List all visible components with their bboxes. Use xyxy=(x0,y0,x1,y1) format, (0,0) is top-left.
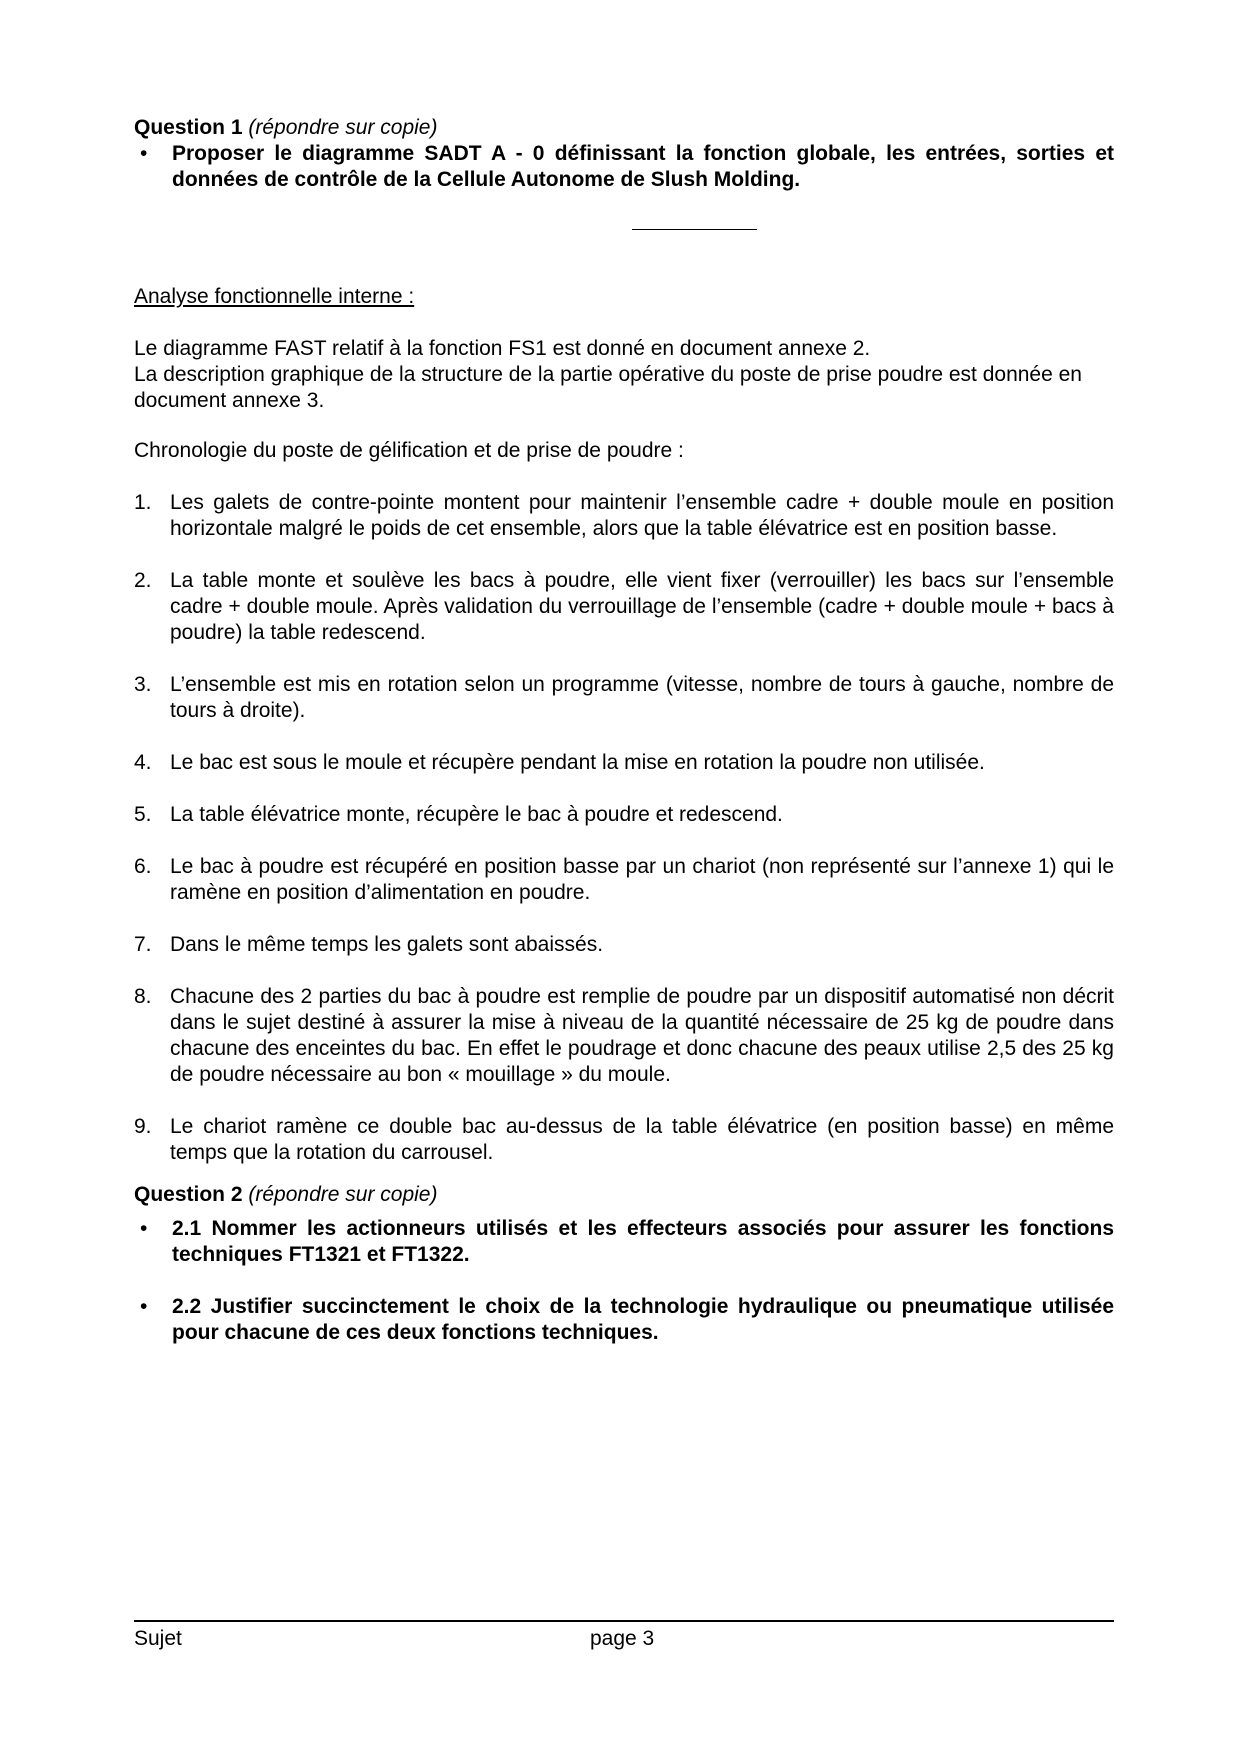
step-text: Le chariot ramène ce double bac au-dessus de la table élévatrice (en position basse) en même temps que la rotation du carrousel. xyxy=(170,1115,1114,1164)
intro-line-1: Le diagramme FAST relatif à la fonction FS1 est donné en document annexe 2. xyxy=(134,337,871,360)
chronology-title: Chronologie du poste de gélification et de prise de poudre : xyxy=(134,439,684,462)
list-item xyxy=(134,490,1114,542)
question-2-label: Question 2 xyxy=(134,1183,243,1206)
bullet-icon: • xyxy=(140,1217,148,1240)
page-number: page 3 xyxy=(590,1627,655,1650)
step-number: 8. xyxy=(134,985,152,1008)
question-1-note: (répondre sur copie) xyxy=(248,116,438,139)
step-number: 9. xyxy=(134,1115,152,1138)
separator-line xyxy=(632,187,757,230)
step-number: 3. xyxy=(134,673,152,696)
question-2-2-text: 2.2 Justifier succinctement le choix de la technologie hydraulique ou pneumatique utilisée pour chacune de ces deux fonctions techniques. xyxy=(172,1295,1114,1344)
question-2-1-text: 2.1 Nommer les actionneurs utilisés et les effecteurs associés pour assurer les fonctions techniques FT1321 et FT1322. xyxy=(172,1217,1114,1266)
step-number: 2. xyxy=(134,569,152,592)
question-2-bullet xyxy=(134,1216,1114,1268)
question-2-heading xyxy=(134,1182,1114,1208)
question-2-list xyxy=(134,1216,1114,1346)
list-item xyxy=(134,1114,1114,1166)
footer-subject: Sujet xyxy=(134,1627,182,1650)
chronology-list xyxy=(134,490,1114,1166)
step-number: 5. xyxy=(134,803,152,826)
step-text: Chacune des 2 parties du bac à poudre est remplie de poudre par un dispositif automatisé non décrit dans le sujet destiné à assurer la mise à niveau de la quantité nécessaire de 25 kg de poudre dans chacune des enceintes du bac. En effet le poudrage et donc chacune des peaux utilise 2,5 des 25 kg de poudre nécessaire au bon « mouillage » du moule. xyxy=(170,985,1114,1086)
section-title: Analyse fonctionnelle interne : xyxy=(134,285,415,308)
list-item xyxy=(134,932,1114,958)
step-number: 6. xyxy=(134,855,152,878)
step-text: Dans le même temps les galets sont abaissés. xyxy=(170,933,604,956)
list-item xyxy=(134,672,1114,724)
step-text: Le bac à poudre est récupéré en position basse par un chariot (non représenté sur l’annexe 1) qui le ramène en position d’alimentation en poudre. xyxy=(170,855,1114,904)
step-number: 7. xyxy=(134,933,152,956)
question-1-label: Question 1 xyxy=(134,116,243,139)
question-1-heading xyxy=(134,115,1114,141)
step-text: Le bac est sous le moule et récupère pendant la mise en rotation la poudre non utilisée. xyxy=(170,751,985,774)
bullet-icon: • xyxy=(140,1295,148,1318)
step-text: Les galets de contre-pointe montent pour maintenir l’ensemble cadre + double moule en position horizontale malgré le poids de cet ensemble, alors que la table élévatrice est en position basse. xyxy=(170,491,1114,540)
page-footer xyxy=(134,1620,1114,1656)
intro-line-2: La description graphique de la structure de la partie opérative du poste de prise poudre est donnée en document annexe 3. xyxy=(134,363,1082,412)
document-page xyxy=(134,115,1114,1372)
step-number: 4. xyxy=(134,751,152,774)
list-item xyxy=(134,750,1114,776)
question-1-bullet xyxy=(134,141,1114,193)
question-1-list xyxy=(134,141,1114,193)
bullet-icon: • xyxy=(140,142,148,165)
step-text: La table élévatrice monte, récupère le bac à poudre et redescend. xyxy=(170,803,783,826)
question-2-bullet xyxy=(134,1294,1114,1346)
question-2-note: (répondre sur copie) xyxy=(248,1183,438,1206)
list-item xyxy=(134,854,1114,906)
list-item xyxy=(134,984,1114,1088)
list-item xyxy=(134,802,1114,828)
step-text: La table monte et soulève les bacs à poudre, elle vient fixer (verrouiller) les bacs sur l’ensemble cadre + double moule. Après validation du verrouillage de l’ensemble (cadre + double moule + bacs à poudre) la table redescend. xyxy=(170,569,1114,644)
step-text: L’ensemble est mis en rotation selon un programme (vitesse, nombre de tours à gauche, nombre de tours à droite). xyxy=(170,673,1114,722)
question-1-text: Proposer le diagramme SADT A - 0 définissant la fonction globale, les entrées, sorties et données de contrôle de la Cellule Autonome de Slush Molding. xyxy=(172,142,1114,191)
step-number: 1. xyxy=(134,491,152,514)
list-item xyxy=(134,568,1114,646)
